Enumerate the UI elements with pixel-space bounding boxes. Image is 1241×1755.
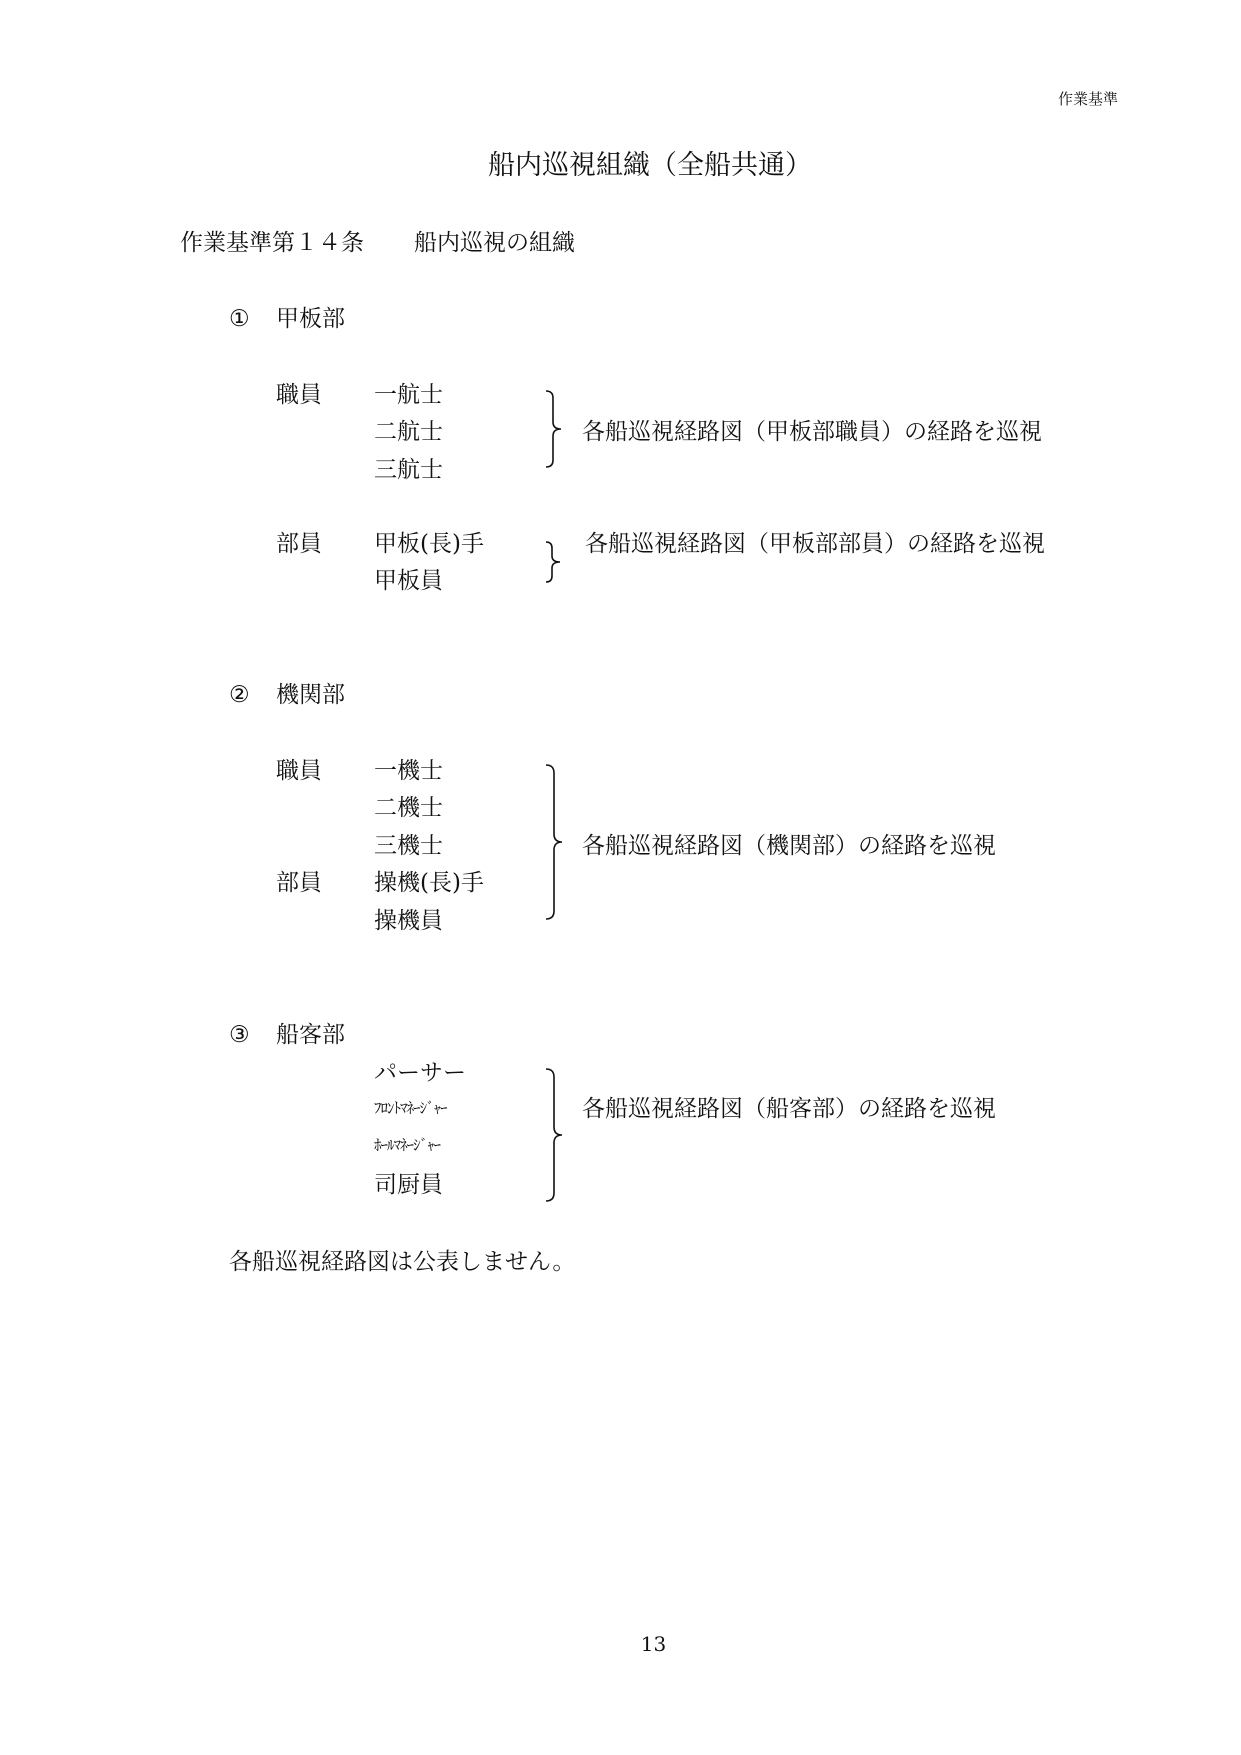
- section-marker-deck: ①: [229, 306, 250, 332]
- passenger-route: 各船巡視経路図（船客部）の経路を巡視: [582, 1096, 996, 1122]
- brace-passenger: [544, 1068, 570, 1202]
- deck-crew-1: 甲板(長)手: [374, 531, 484, 557]
- section-name-passenger: 船客部: [276, 1022, 345, 1048]
- section-marker-engine: ②: [229, 682, 250, 708]
- section-name-engine: 機関部: [276, 682, 345, 708]
- passenger-member-2: ﾌﾛﾝﾄﾏﾈｰｼﾞｬｰ: [374, 1099, 447, 1117]
- engine-route: 各船巡視経路図（機関部）の経路を巡視: [582, 833, 996, 859]
- brace-deck-crew: [544, 541, 568, 583]
- page-number: 13: [640, 1632, 667, 1656]
- article-number: 作業基準第１４条: [180, 230, 364, 256]
- deck-officers-label: 職員: [276, 382, 322, 408]
- engine-officer-3: 三機士: [374, 833, 443, 859]
- section-marker-passenger: ③: [229, 1022, 250, 1048]
- engine-officers-label: 職員: [276, 758, 322, 784]
- passenger-member-4: 司厨員: [374, 1172, 443, 1198]
- brace-engine: [544, 764, 570, 920]
- deck-crew-label: 部員: [276, 531, 322, 557]
- section-name-deck: 甲板部: [276, 306, 345, 332]
- deck-crew-2: 甲板員: [374, 568, 443, 594]
- deck-officer-2: 二航士: [374, 419, 443, 445]
- disclosure-note: 各船巡視経路図は公表しません。: [229, 1249, 576, 1275]
- article-heading: [180, 232, 575, 255]
- passenger-member-1: パーサー: [374, 1060, 466, 1086]
- engine-crew-1: 操機(長)手: [374, 870, 484, 896]
- engine-crew-2: 操機員: [374, 908, 443, 934]
- deck-officer-3: 三航士: [374, 457, 443, 483]
- brace-deck-officers: [544, 390, 568, 468]
- deck-crew-route: 各船巡視経路図（甲板部部員）の経路を巡視: [585, 531, 1045, 557]
- passenger-member-3: ﾎｰﾙﾏﾈｰｼﾞｬｰ: [374, 1136, 441, 1154]
- engine-crew-label: 部員: [276, 870, 322, 896]
- deck-officer-1: 一航士: [374, 382, 443, 408]
- engine-officer-2: 二機士: [374, 795, 443, 821]
- engine-officer-1: 一機士: [374, 758, 443, 784]
- header-tag: 作業基準: [1058, 90, 1119, 108]
- article-subject: 船内巡視の組織: [414, 230, 575, 256]
- deck-officers-route: 各船巡視経路図（甲板部職員）の経路を巡視: [582, 419, 1042, 445]
- page-title: 船内巡視組織（全船共通）: [488, 150, 812, 181]
